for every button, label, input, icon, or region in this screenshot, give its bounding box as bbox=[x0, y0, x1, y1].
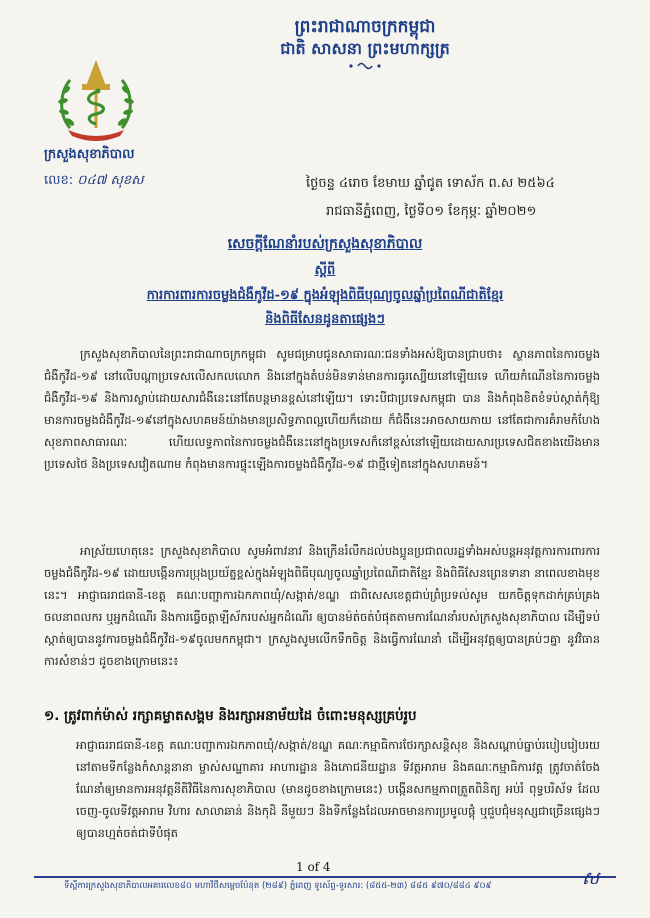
ministry-name: ក្រសួងសុខាភិបាល bbox=[44, 147, 135, 162]
section-1-title: ១. ត្រូវពាក់ម៉ាស់ រក្សាគម្លាតសង្គម និងរក្សាអនាម័យដៃ ចំពោះមនុស្សគ្រប់រូប bbox=[44, 708, 417, 724]
reference-label: លេខ: bbox=[44, 173, 74, 188]
kingdom-header bbox=[200, 16, 530, 76]
lunar-date: ថ្ងៃចន្ទ ៤រោច ខែមាឃ ឆ្នាំជូត ទោស័ក ព.ស ២៥៦៤ bbox=[306, 176, 555, 191]
ministry-logo bbox=[54, 56, 138, 142]
header-ornament bbox=[200, 60, 530, 76]
paragraph-intro: ក្រសួងសុខាភិបាលនៃព្រះរាជាណាចក្រកម្ពុជា សូមជម្រាបជូនសាធារណៈជនទាំងអស់ឱ្យបានជ្រាបថា៖ ស្ថានភាពនៃការចម្លងជំងឺកូវីដ-១៩ នៅលើបណ្តាប្រទេសលើសកលលោក និងនៅក្នុងតំបន់មិនទាន់មានការធូរស្បើយនៅឡើយទេ ហើយកំណើននៃការចម្លងជំងឺកូវីដ-១៩ និងការស្លាប់ដោយសារជំងឺនេះនៅតែបន្តមានខ្ពស់នៅឡើយ។ ទោះបីជាប្រទេសកម្ពុជា បាន និងកំពុងខិតខំទប់ស្កាត់កុំឱ្យមានការចម្លងជំងឺកូវីដ-១៩នៅក្នុងសហគមន៍យ៉ាងមានប្រសិទ្ធភាពល្អហើយក៏ដោយ ក៏ជំងឺនេះអាចសាយភាយ នៅតែជាការគំរាមកំហែងសុខភាពសាធារណៈ ហើយលទ្ធភាពនៃការចម្លងជំងឺនេះនៅក្នុងប្រទេសក៏នៅខ្ពស់នៅឡើយដោយសារប្រទេសជិតខាងយើងមាន ប្រទេសថៃ និងប្រទេសវៀតណាម កំពុងមានការផ្ទុះឡើងការចម្លងជំងឺកូវីដ-១៩ ជាថ្មីទៀតនៅក្នុងសហគមន៍។ bbox=[44, 347, 600, 471]
reference-number bbox=[44, 172, 144, 191]
handwritten-initial: ស bbox=[582, 868, 600, 889]
solar-date: រាជធានីភ្នំពេញ, ថ្ងៃទី០១ ខែកុម្ភៈ ឆ្នាំ២០២១ bbox=[326, 204, 537, 219]
kingdom-title: ព្រះរាជាណាចក្រកម្ពុជា bbox=[294, 17, 436, 37]
document-subject-label: ស្តីពី bbox=[314, 263, 336, 278]
national-motto: ជាតិ សាសនា ព្រះមហាក្សត្រ bbox=[280, 39, 450, 58]
footer-address: ទីស្តីការក្រសួងសុខាភិបាលអគារលេខ៨០ មហាវិថីសម្តេចប៉ែនុត (២៨៩) ភ្នំពេញ ទូរស័ព្ទ-ទូរសារ: (៨៥៥-២៣) ៨៨៥ ៩៧០/៨៨៤ ៩០៩ bbox=[64, 881, 492, 891]
document-subject: ការការពារការចម្លងជំងឺកូវីដ-១៩ ក្នុងអំឡុងពិធីបុណ្យចូលឆ្នាំប្រពៃណីជាតិខ្មែរ bbox=[146, 288, 504, 303]
paragraph-section-1: អាជ្ញាធររាជធានី-ខេត្ត គណៈបញ្ជាការឯកភាពឃុំ/សង្កាត់/ខណ្ឌ គណៈកម្មាធិការថែរក្សាសន្តិសុខ និងសណ្តាប់ធ្នាប់របៀបរៀបរយ នៅតាមទីកន្លែងកំសាន្តនានា ម្ចាស់សណ្ឋាគារ អាហារដ្ឋាន និងភោជនីយដ្ឋាន ទីវត្តអារាម និងគណៈកម្មាធិការវត្ត ត្រូវចាត់ចែងណែនាំឲ្យមានការអនុវត្តនីតិវិធីនៃការសុខាភិបាល (មានដូចខាងក្រោមនេះ) បង្កើនសកម្មភាពត្រួតពិនិត្យ អប់រំ ពុទ្ធបរិស័ទ ដែលចេញ-ចូលទីវត្តអារាម វិហារ សាលាឆាន់ និងកុដិ នីមួយៗ និងទីកន្លែងដែលអាចមានការប្រមូលផ្តុំ ឬជួបជុំមនុស្សជាច្រើនផ្សេងៗ ឲ្យបានហ្មត់ចត់ជាទីបំផុត bbox=[76, 738, 600, 840]
document-title: សេចក្តីណែនាំរបស់ក្រសួងសុខាភិបាល bbox=[227, 236, 423, 252]
reference-value: ០៤៧ សុខស bbox=[77, 173, 144, 188]
paragraph-appeal: អាស្រ័យហេតុនេះ ក្រសួងសុខាភិបាល សូមអំពាវនាវ និងក្រើនរំលឹកដល់បងប្អូនប្រជាពលរដ្ឋទាំងអស់បន្តអនុវត្តការការពារការចម្លងជំងឺកូវីដ-១៩ ដោយបង្កើនការប្រុងប្រយ័ត្នខ្ពស់ក្នុងអំឡុងពិធីបុណ្យចូលឆ្នាំប្រពៃណីជាតិខ្មែរ និងពិធីសែនព្រេនទានា នាពេលខាងមុខនេះ។ អាជ្ញាធររាជធានី-ខេត្ត គណៈបញ្ជាការឯកភាពឃុំ/សង្កាត់/ខណ្ឌ ជាពិសេសខេត្តជាប់ព្រំប្រទល់សូម យកចិត្តទុកដាក់គ្រប់គ្រងចលនាពលករ ឬអ្នកដំណើរ និងការធ្វើចត្តាឡីស័ករបស់អ្នកដំណើរ ឲ្យបានម៉ត់ចត់បំផុតតាមការណែនាំរបស់ក្រសួងសុខាភិបាល ដើម្បីទប់ស្កាត់ឲ្យបាននូវការចម្លងជំងឺកូវីដ-១៩ចូលមកកម្ពុជា។ ក្រសួងសូមលើកទឹកចិត្ត និងធ្វើការណែនាំ ដើម្បីអនុវត្តឲ្យបានគ្រប់ៗគ្នា នូវវិធានការសំខាន់ៗ ដូចខាងក្រោមនេះ៖ bbox=[44, 544, 600, 668]
page-number: 1 of 4 bbox=[296, 860, 331, 874]
footer-divider bbox=[34, 876, 616, 878]
document-subject-continued: និងពិធីសែនដូនតាផ្សេងៗ bbox=[265, 312, 385, 327]
